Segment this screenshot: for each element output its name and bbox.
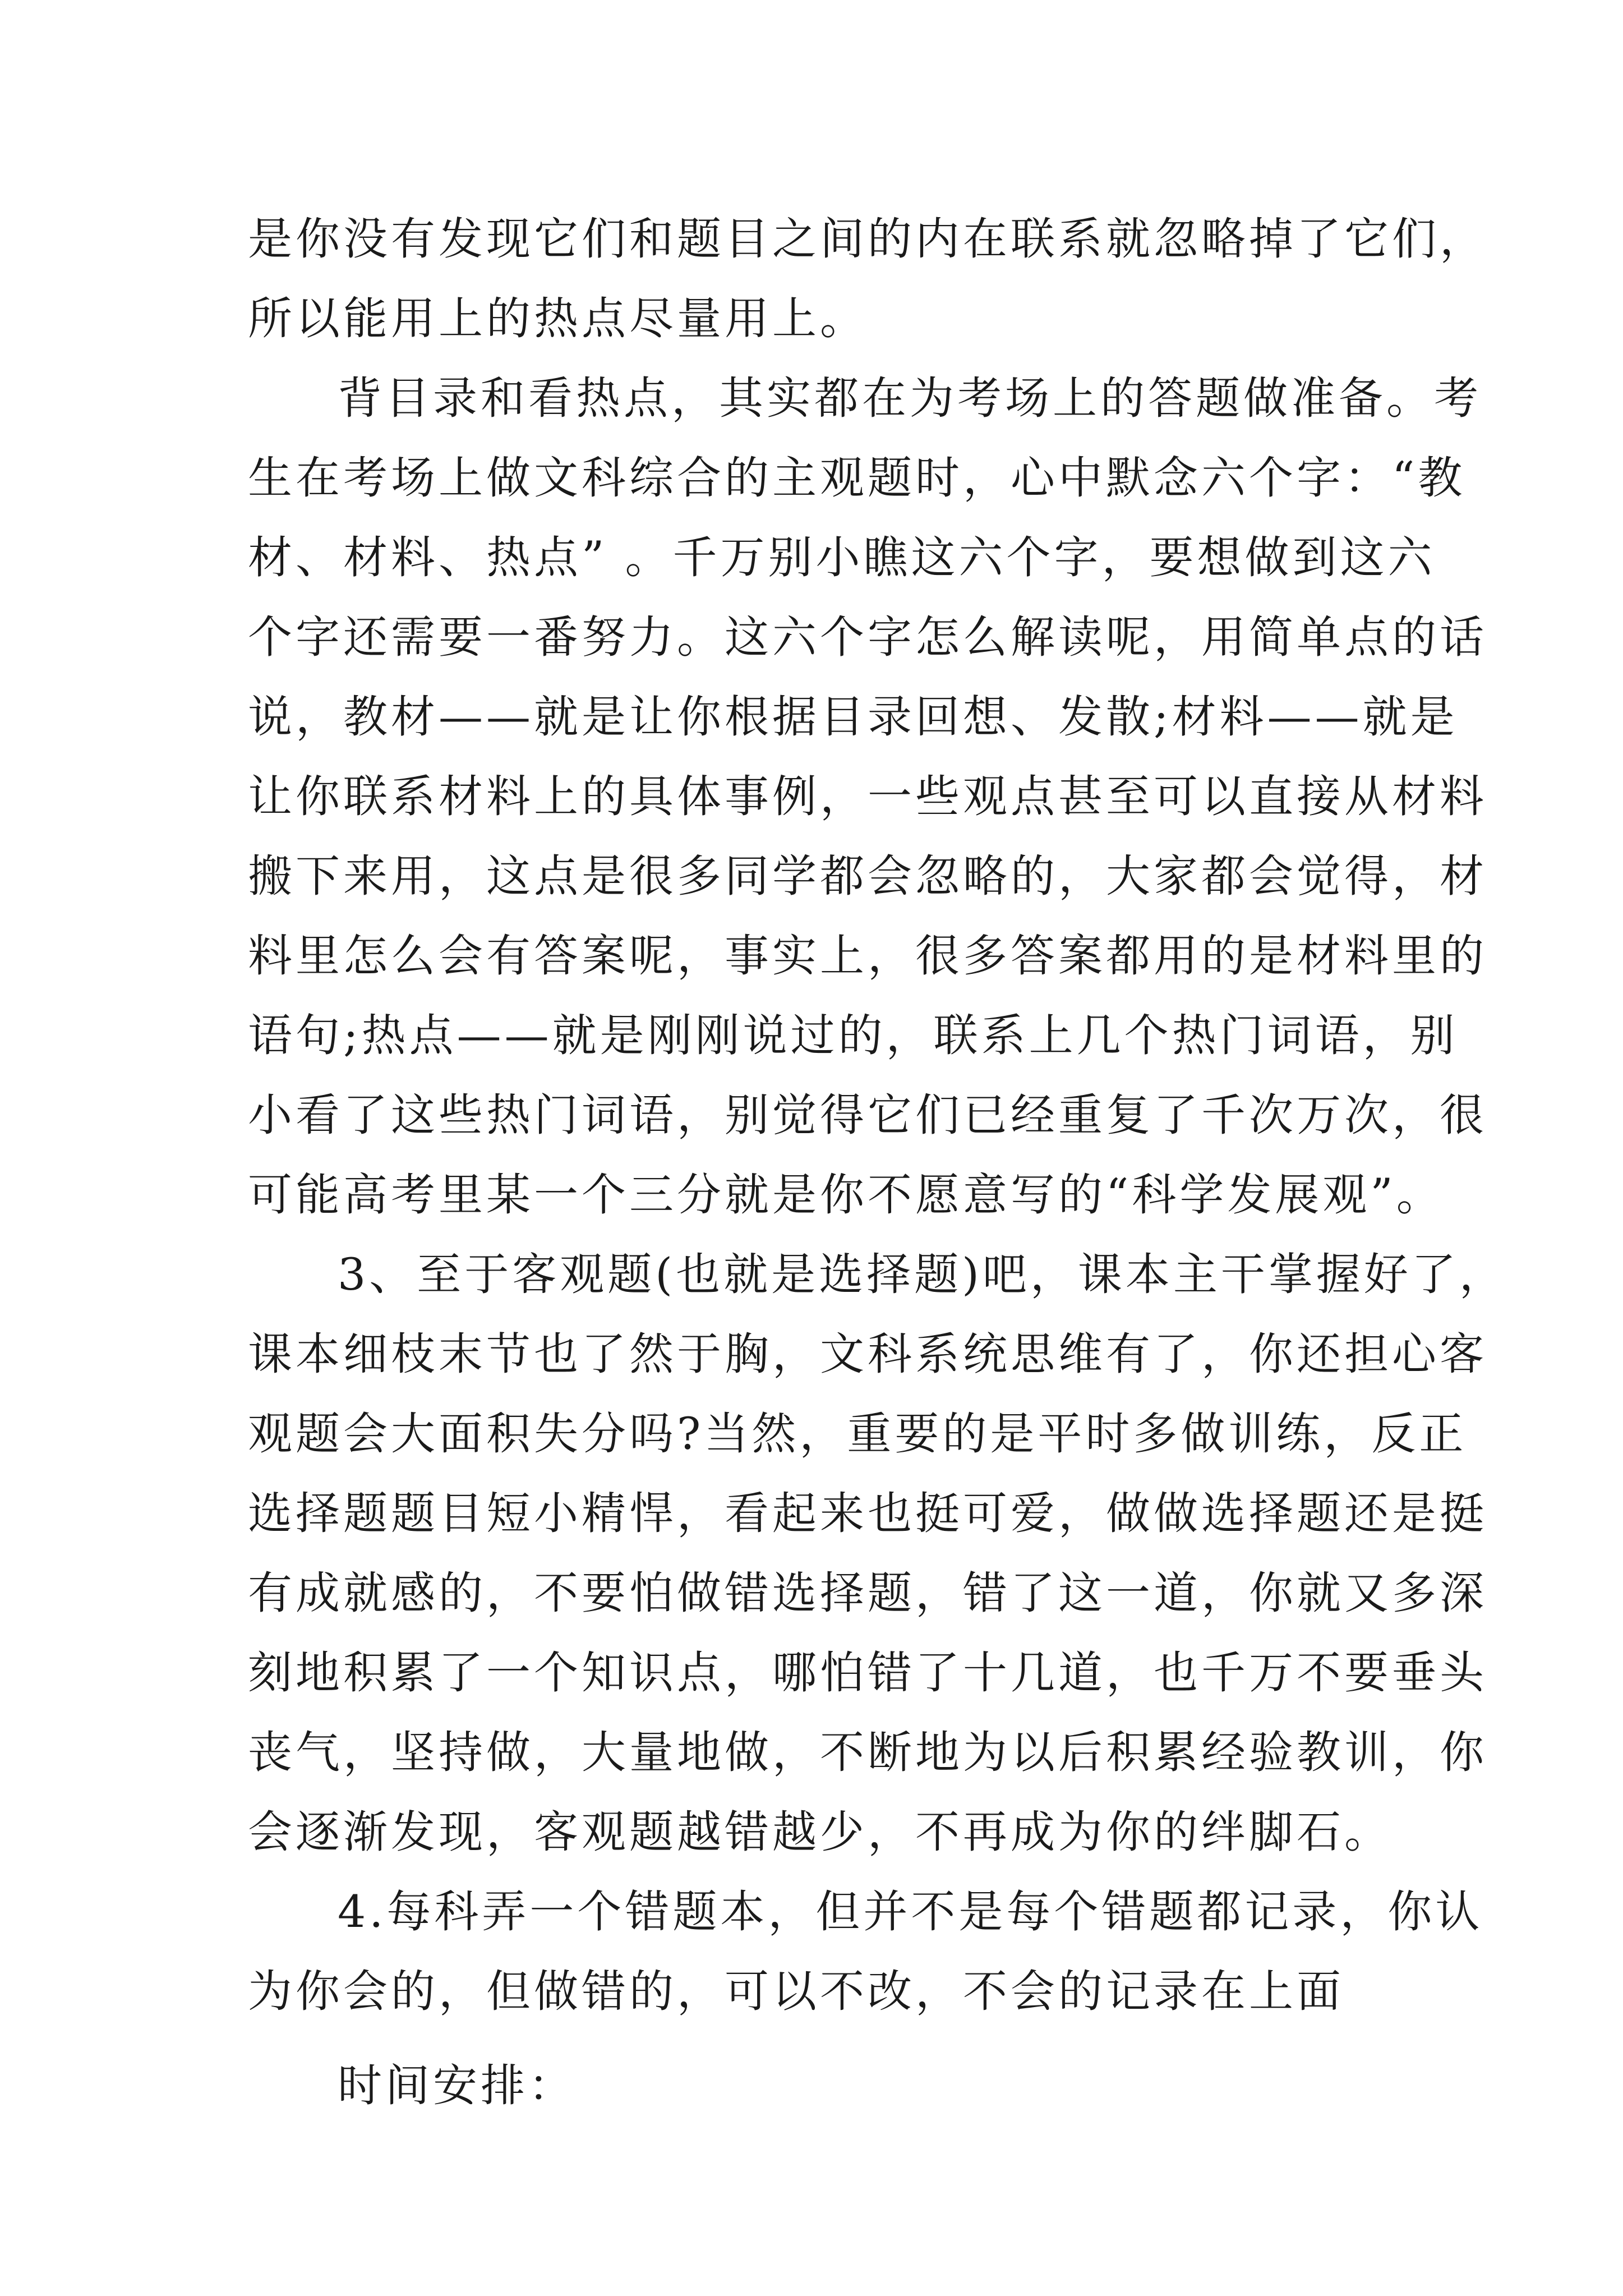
paragraph-line: 所以能用上的热点尽量用上。 [248, 293, 868, 344]
paragraph-line: 是你没有发现它们和题目之间的内在联系就忽略掉了它们， [248, 213, 1487, 265]
paragraph-line: 语句;热点——就是刚刚说过的，联系上几个热门词语，别 [248, 1010, 1458, 1061]
paragraph-line: 观题会大面积失分吗?当然，重要的是平时多做训练，反正 [248, 1408, 1467, 1460]
section-heading: 时间安排： [338, 2060, 576, 2111]
paragraph-line: 背目录和看热点，其实都在为考场上的答题做准备。考 [338, 372, 1482, 424]
document-body [248, 199, 1507, 2125]
paragraph-line: 4.每科弄一个错题本，但并不是每个错题都记录，你认 [338, 1886, 1483, 1938]
paragraph-line: 料里怎么会有答案呢，事实上，很多答案都用的是材料里的 [248, 930, 1487, 982]
paragraph-line: 丧气，坚持做，大量地做，不断地为以后积累经验教训，你 [248, 1727, 1487, 1778]
paragraph-line: 选择题题目短小精悍，看起来也挺可爱，做做选择题还是挺 [248, 1488, 1487, 1539]
paragraph-line: 个字还需要一番努力。这六个字怎么解读呢，用简单点的话 [248, 611, 1487, 663]
paragraph-line: 材、材料、热点” 。千万别小瞧这六个字，要想做到这六 [248, 532, 1436, 583]
paragraph-line: 说，教材——就是让你根据目录回想、发散;材料——就是 [248, 691, 1458, 743]
paragraph-line: 有成就感的，不要怕做错选择题，错了这一道，你就又多深 [248, 1567, 1487, 1619]
paragraph-line: 课本细枝末节也了然于胸，文科系统思维有了，你还担心客 [248, 1328, 1487, 1380]
paragraph-line: 刻地积累了一个知识点，哪怕错了十几道，也千万不要垂头 [248, 1647, 1487, 1699]
paragraph-line: 会逐渐发现，客观题越错越少，不再成为你的绊脚石。 [248, 1806, 1392, 1858]
paragraph-line: 可能高考里某一个三分就是你不愿意写的“科学发展观”。 [248, 1169, 1444, 1221]
paragraph-line: 3、至于客观题(也就是选择题)吧，课本主干掌握好了， [338, 1249, 1507, 1300]
paragraph-line: 让你联系材料上的具体事例，一些观点甚至可以直接从材料 [248, 771, 1487, 822]
paragraph-line: 小看了这些热门词语，别觉得它们已经重复了千次万次，很 [248, 1089, 1487, 1141]
paragraph-line: 生在考场上做文科综合的主观题时，心中默念六个字：“教 [248, 452, 1466, 504]
paragraph-line: 为你会的，但做错的，可以不改，不会的记录在上面 [248, 1966, 1344, 2017]
paragraph-line: 搬下来用，这点是很多同学都会忽略的，大家都会觉得，材 [248, 850, 1487, 902]
